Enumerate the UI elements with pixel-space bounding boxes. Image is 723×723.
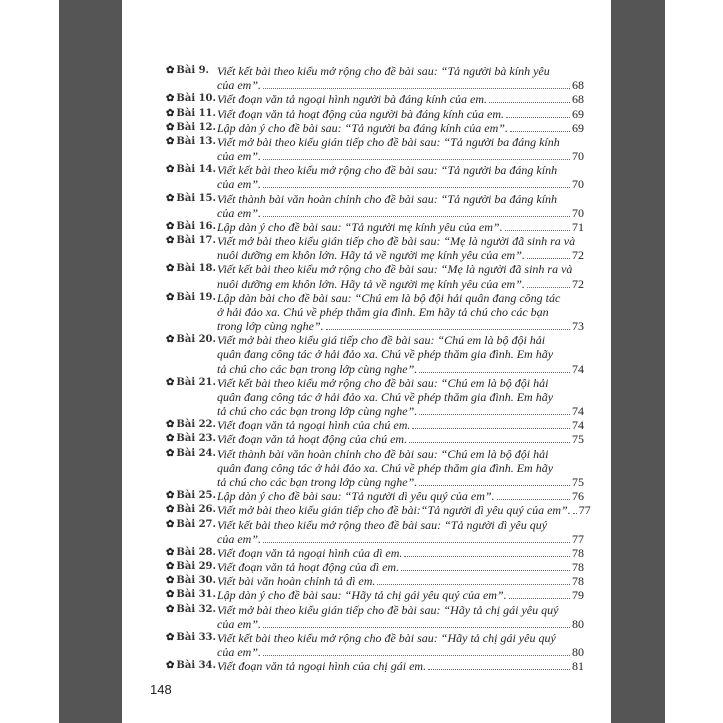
entry-label-group (166, 333, 217, 376)
entry-title-line-last (217, 560, 584, 574)
entry-title-line: Viết đoạn văn tả hoạt động của chú em. (217, 432, 408, 447)
dot-leader (509, 589, 570, 599)
entry-title-line: Viết kết bài theo kiểu mở rộng cho đề bài sau: “Tả người bà kính yêu (217, 64, 550, 78)
entry-title-line-last (217, 546, 584, 560)
flower-star-icon: ✿ (166, 419, 175, 431)
flower-star-icon: ✿ (166, 447, 175, 459)
flower-star-icon: ✿ (166, 263, 175, 275)
entry-title (217, 376, 584, 419)
entry-page-number: 74 (572, 404, 584, 419)
entry-title-line: Viết mở bài theo kiểu gián tiếp cho đề bài sau: “Mẹ là người đã sinh ra và (217, 234, 576, 249)
entry-title (217, 489, 584, 503)
entry-title-line-last (217, 107, 584, 121)
entry-title-line: Viết đoạn văn tả ngoại hình của dì em. (217, 545, 403, 560)
entry-title-line-last (217, 362, 584, 376)
entry-label-group (166, 220, 217, 234)
flower-star-icon: ✿ (166, 561, 175, 573)
toc-entry[interactable] (166, 518, 584, 546)
entry-label-group (166, 192, 217, 220)
entry-title (217, 121, 584, 135)
entry-title (217, 163, 584, 191)
entry-label: Bài 34. (176, 660, 216, 672)
entry-title (217, 107, 584, 121)
entry-title-line-last (217, 404, 584, 418)
entry-label-group (166, 489, 217, 503)
entry-label-group (166, 574, 217, 588)
entry-label-group (166, 262, 217, 290)
entry-title-line: Viết kết bài theo kiểu mở rộng cho đề bài sau: “Hãy tả chị gái yêu quý (217, 630, 556, 645)
flower-star-icon: ✿ (166, 518, 175, 530)
entry-title-line: Viết mở bài theo kiểu gián tiếp cho đề bài sau: “Hãy tả chị gái yêu quý (217, 602, 559, 617)
flower-star-icon: ✿ (166, 589, 175, 601)
entry-title-line: của em”. (217, 149, 261, 164)
flower-star-icon: ✿ (166, 546, 175, 558)
entry-title-line: Lập dàn ý cho đề bài sau: “Hãy tả chị gái yêu quý của em”. (217, 588, 507, 603)
toc-entry[interactable] (166, 574, 584, 588)
dot-leader (419, 476, 570, 486)
entry-title-line: của em”. (217, 531, 261, 546)
flower-star-icon: ✿ (166, 291, 175, 303)
entry-label-group (166, 418, 217, 432)
entry-title-line-last (217, 588, 584, 602)
toc-entry[interactable] (166, 135, 584, 163)
entry-page-number: 80 (572, 645, 584, 660)
entry-label: Bài 17. (176, 235, 216, 247)
entry-title-line: nuôi dưỡng em khôn lớn. Hãy tả về người mẹ kính yêu của em”. (217, 248, 525, 263)
entry-label: Bài 20. (176, 334, 216, 346)
flower-star-icon: ✿ (166, 107, 175, 119)
toc-entry[interactable] (166, 220, 584, 234)
entry-title-line: của em”. (217, 205, 261, 220)
entry-title-line: Viết bài văn hoàn chỉnh tả dì em. (217, 574, 376, 589)
flower-star-icon: ✿ (166, 660, 175, 672)
flower-star-icon: ✿ (166, 192, 175, 204)
right-page-edge (611, 0, 665, 723)
entry-title-line: Viết mở bài theo kiểu gián tiếp cho đề bài:“Tả người dì yêu quý của em”. (217, 503, 571, 518)
flower-star-icon: ✿ (166, 433, 175, 445)
entry-title-line-last (217, 645, 584, 659)
entry-title (217, 262, 584, 290)
toc-entry[interactable] (166, 447, 584, 490)
entry-title-line: Viết mở bài theo kiểu giá tiếp cho đề bài sau: “Chú em là bộ đội hải (217, 333, 546, 348)
entry-label-group (166, 560, 217, 574)
dot-leader (505, 221, 570, 231)
entry-title-line: của em”. (217, 177, 261, 192)
entry-title-line-last (217, 92, 584, 106)
entry-page-number: 70 (572, 205, 584, 220)
dot-leader (404, 547, 570, 557)
entry-title (217, 659, 584, 673)
flower-star-icon: ✿ (166, 490, 175, 502)
entry-page-number: 77 (572, 531, 584, 546)
entry-title (217, 418, 584, 432)
entry-label: Bài 30. (176, 575, 216, 587)
entry-title-line: quân đang công tác ở hải đảo xa. Chú về phép thăm gia đình. Em hãy (217, 460, 554, 475)
entry-title-line-last (217, 220, 584, 234)
dot-leader (412, 419, 570, 429)
dot-leader (263, 79, 570, 89)
entry-title-line-last (217, 319, 584, 333)
entry-title-line: Viết kết bài theo kiểu mở rộng theo đề bài sau: “Tả người dì yêu quý (217, 517, 548, 532)
entry-page-number: 80 (572, 616, 584, 631)
entry-title-line: Viết đoạn văn tả ngoại hình của chú em. (217, 418, 411, 433)
entry-title-line: Lập dàn ý cho đề bài sau: “Tả người mẹ kính yêu của em”. (217, 219, 503, 234)
toc-entry[interactable] (166, 64, 584, 92)
entry-title-line-last (217, 503, 591, 517)
dot-leader (263, 646, 570, 656)
entry-label-group (166, 588, 217, 602)
toc-entry[interactable] (166, 291, 584, 334)
toc-entry[interactable] (166, 92, 584, 106)
dot-leader (506, 108, 570, 118)
entry-title-line: tả chú cho các bạn trong lớp cùng nghe”. (217, 361, 418, 376)
toc-entry[interactable] (166, 546, 584, 560)
toc-entry[interactable] (166, 234, 584, 262)
entry-title (217, 192, 584, 220)
toc-entry[interactable] (166, 588, 584, 602)
entry-title (217, 574, 584, 588)
entry-title-line-last (217, 206, 584, 220)
entry-label-group (166, 503, 217, 517)
entry-page-number: 71 (572, 219, 584, 234)
entry-label: Bài 13. (176, 135, 216, 147)
entry-label-group (166, 135, 217, 163)
entry-page-number: 69 (572, 106, 584, 121)
dot-leader (326, 320, 570, 330)
entry-label: Bài 29. (176, 561, 216, 573)
entry-page-number: 72 (572, 248, 584, 263)
entry-label: Bài 11. (176, 107, 216, 119)
dot-leader (377, 575, 570, 585)
entry-page-number: 78 (572, 560, 584, 575)
entry-page-number: 78 (572, 545, 584, 560)
entry-title-line-last (217, 78, 584, 92)
entry-label: Bài 12. (176, 121, 216, 133)
dot-leader (263, 533, 570, 543)
entry-title-line: tả chú cho các bạn trong lớp cùng nghe”. (217, 474, 418, 489)
entry-title-line: Viết kết bài theo kiểu mở rộng cho đề bài sau: “Mẹ là người đã sinh ra và (217, 262, 573, 277)
entry-label-group (166, 234, 217, 262)
left-page-edge (59, 0, 122, 723)
entry-title-line-last (217, 149, 584, 163)
toc-entry[interactable] (166, 418, 584, 432)
entry-title-line: Lập dàn ý cho đề bài sau: “Tả người ba đáng kính của em”. (217, 120, 508, 135)
entry-page-number: 75 (572, 474, 584, 489)
entry-title-line: Viết đoạn văn tả hoạt động của dì em. (217, 560, 400, 575)
entry-label: Bài 28. (176, 546, 216, 558)
entry-label: Bài 24. (176, 447, 216, 459)
entry-label: Bài 23. (176, 433, 216, 445)
table-of-contents (166, 64, 591, 674)
toc-entry[interactable] (166, 489, 584, 503)
entry-title-line: quân đang công tác ở hải đảo xa. Chú về phép thăm gia đình. Em hãy (217, 389, 554, 404)
toc-entry[interactable] (166, 603, 584, 631)
entry-page-number: 69 (572, 120, 584, 135)
dot-leader (573, 504, 577, 514)
entry-label: Bài 26. (176, 504, 216, 516)
entry-title-line: ở hải đảo xa. Chú về phép thăm gia đình. Em hãy tả chú cho các bạn (217, 304, 549, 319)
entry-title-line: Viết đoạn văn tả hoạt động của người bà đáng kính của em. (217, 106, 505, 121)
entry-label-group (166, 518, 217, 546)
dot-leader (263, 178, 570, 188)
entry-label-group (166, 432, 217, 446)
entry-title-line-last (217, 574, 584, 588)
entry-label: Bài 10. (176, 93, 216, 105)
dot-leader (527, 278, 570, 288)
entry-label: Bài 16. (176, 220, 216, 232)
dot-leader (263, 150, 570, 160)
entry-label-group (166, 291, 217, 334)
entry-title-line-last (217, 489, 584, 503)
entry-title (217, 234, 584, 262)
entry-label: Bài 9. (176, 65, 210, 76)
flower-star-icon: ✿ (166, 235, 175, 247)
entry-title-line: Lập dàn bài cho đề bài sau: “Chú em là bộ đội hải quân đang công tác (217, 290, 561, 305)
toc-entry[interactable] (166, 262, 584, 290)
entry-label-group (166, 92, 217, 106)
entry-label: Bài 33. (176, 631, 216, 643)
entry-title-line-last (217, 532, 584, 546)
entry-label: Bài 32. (176, 603, 216, 615)
toc-entry[interactable] (166, 659, 584, 673)
dot-leader (497, 490, 570, 500)
entry-label-group (166, 447, 217, 490)
entry-title-line-last (217, 432, 584, 446)
entry-title-line-last (217, 475, 584, 489)
toc-entry[interactable] (166, 163, 584, 191)
entry-title (217, 503, 591, 517)
entry-page-number: 68 (572, 92, 584, 107)
entry-label-group (166, 107, 217, 121)
flower-star-icon: ✿ (166, 603, 175, 615)
toc-entry[interactable] (166, 560, 584, 574)
entry-page-number: 75 (572, 432, 584, 447)
flower-star-icon: ✿ (166, 376, 175, 388)
entry-title (217, 447, 584, 490)
entry-title (217, 333, 584, 376)
toc-entry[interactable] (166, 121, 584, 135)
dot-leader (419, 363, 570, 373)
entry-page-number: 79 (572, 588, 584, 603)
entry-label-group (166, 659, 217, 673)
entry-page-number: 78 (572, 574, 584, 589)
toc-entry[interactable] (166, 107, 584, 121)
entry-page-number: 74 (572, 361, 584, 376)
entry-title (217, 220, 584, 234)
entry-title-line-last (217, 617, 584, 631)
entry-page-number: 70 (572, 149, 584, 164)
entry-title-line: Viết kết bài theo kiểu mở rộng cho đề bài sau: “Chú em là bộ đội hải (217, 375, 549, 390)
flower-star-icon: ✿ (166, 65, 175, 76)
entry-page-number: 77 (578, 503, 591, 518)
flower-star-icon: ✿ (166, 575, 175, 587)
entry-label: Bài 31. (176, 589, 216, 601)
entry-title-line-last (217, 248, 584, 262)
entry-label: Bài 14. (176, 164, 216, 176)
entry-label: Bài 21. (176, 376, 216, 388)
entry-label-group (166, 631, 217, 659)
entry-label-group (166, 376, 217, 419)
toc-entry[interactable] (166, 503, 591, 518)
entry-title-line: trong lớp cùng nghe”. (217, 319, 324, 334)
entry-label-group (166, 64, 217, 92)
entry-title-line: Viết mở bài theo kiểu gián tiếp cho đề bài sau: “Tả người ba đáng kính (217, 134, 560, 149)
flower-star-icon: ✿ (166, 220, 175, 232)
entry-title (217, 546, 584, 560)
entry-title-line: của em”. (217, 645, 261, 660)
entry-title-line: Viết đoạn văn tả ngoại hình của chị gái em. (217, 659, 427, 674)
dot-leader (409, 433, 570, 443)
entry-title-line: Lập dàn ý cho đề bài sau: “Tả người dì yêu quý của em”. (217, 489, 495, 504)
entry-title-line: quân đang công tác ở hải đảo xa. Chú về phép thăm gia đình. Em hãy (217, 347, 554, 362)
entry-label-group (166, 163, 217, 191)
entry-title (217, 291, 584, 334)
entry-title (217, 92, 584, 106)
entry-title-line: Viết kết bài theo kiểu mở rộng cho đề bài sau: “Tả người ba đáng kính (217, 163, 558, 178)
dot-leader (419, 405, 570, 415)
toc-entry[interactable] (166, 432, 584, 446)
page-number: 148 (150, 682, 172, 697)
dot-leader (527, 249, 570, 259)
flower-star-icon: ✿ (166, 334, 175, 346)
entry-title-line-last (217, 177, 584, 191)
entry-page-number: 81 (572, 659, 584, 674)
entry-label: Bài 18. (176, 263, 216, 275)
entry-title-line: tả chú cho các bạn trong lớp cùng nghe”. (217, 404, 418, 419)
flower-star-icon: ✿ (166, 135, 175, 147)
toc-entry[interactable] (166, 333, 584, 376)
entry-page-number: 70 (572, 177, 584, 192)
dot-leader (489, 93, 570, 103)
entry-label: Bài 27. (176, 518, 216, 530)
entry-title-line-last (217, 659, 584, 673)
entry-title (217, 432, 584, 446)
dot-leader (263, 207, 570, 217)
entry-page-number: 68 (572, 78, 584, 93)
entry-label-group (166, 603, 217, 631)
entry-label-group (166, 121, 217, 135)
dot-leader (401, 561, 570, 571)
entry-page-number: 76 (572, 489, 584, 504)
flower-star-icon: ✿ (166, 93, 175, 105)
flower-star-icon: ✿ (166, 631, 175, 643)
dot-leader (263, 618, 570, 628)
toc-entry[interactable] (166, 376, 584, 419)
flower-star-icon: ✿ (166, 164, 175, 176)
entry-title (217, 631, 584, 659)
toc-entry[interactable] (166, 192, 584, 220)
entry-title-line-last (217, 121, 584, 135)
entry-page-number: 72 (572, 276, 584, 291)
entry-title (217, 588, 584, 602)
entry-title-line: Viết đoạn văn tả ngoại hình người bà đáng kính của em. (217, 92, 488, 107)
flower-star-icon: ✿ (166, 504, 175, 516)
dot-leader (428, 660, 570, 670)
dot-leader (510, 122, 570, 132)
toc-entry[interactable] (166, 631, 584, 659)
entry-title (217, 560, 584, 574)
entry-title (217, 603, 584, 631)
entry-title (217, 518, 584, 546)
entry-page-number: 74 (572, 418, 584, 433)
entry-label-group (166, 546, 217, 560)
flower-star-icon: ✿ (166, 121, 175, 133)
entry-title (217, 135, 584, 163)
entry-page-number: 73 (572, 319, 584, 334)
entry-title-line: của em”. (217, 616, 261, 631)
entry-title-line: nuôi dưỡng em khôn lớn. Hãy tả về người mẹ kính yêu của em”. (217, 276, 525, 291)
entry-label: Bài 25. (176, 490, 216, 502)
entry-label: Bài 15. (176, 192, 216, 204)
entry-label: Bài 19. (176, 291, 216, 303)
entry-label: Bài 22. (176, 419, 216, 431)
entry-title-line: Viết thành bài văn hoàn chỉnh cho đề bài sau: “Chú em là bộ đội hải (217, 446, 549, 461)
entry-title-line-last (217, 277, 584, 291)
entry-title-line: Viết thành bài văn hoàn chỉnh cho đề bài sau: “Tả người ba đáng kính (217, 191, 558, 206)
entry-title-line: của em”. (217, 78, 261, 93)
entry-title-line-last (217, 418, 584, 432)
entry-title (217, 64, 584, 92)
